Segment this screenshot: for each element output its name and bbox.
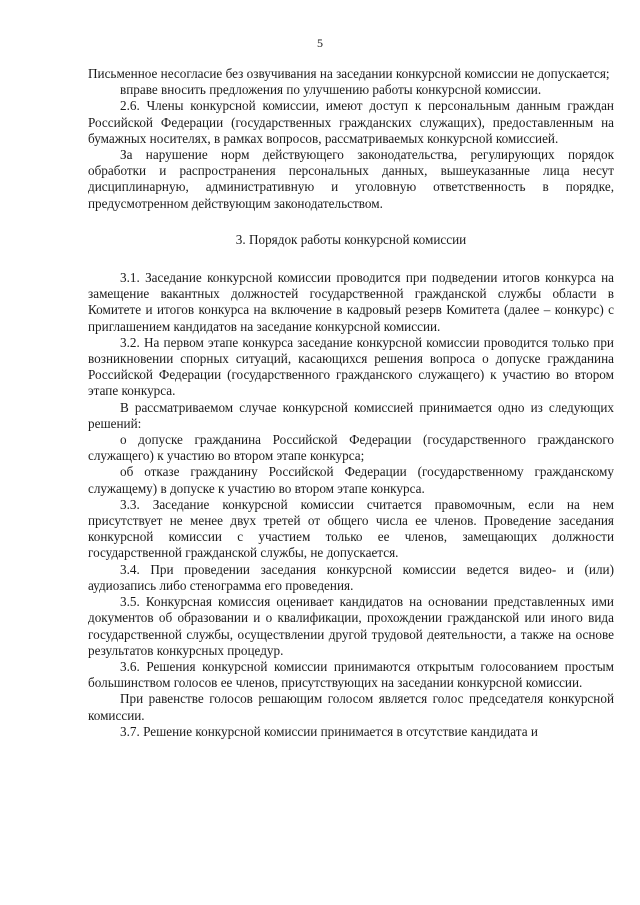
- paragraph: 3.6. Решения конкурсной комиссии принимаются открытым голосованием простым большинством голосов ее членов, присутствующих на заседании конкурсной комиссии.: [88, 658, 614, 691]
- paragraph: 3.7. Решение конкурсной комиссии принимается в отсутствие кандидата и: [120, 723, 538, 739]
- paragraph: 3.1. Заседание конкурсной комиссии проводится при подведении итогов конкурса на замещение вакантных должностей государственной гражданской службы области в Комитете и итогов конкурса на включение в кадровый резерв Комитета (далее – конкурс) с приглашением кандидатов на заседание конкурсной комиссии.: [88, 270, 614, 334]
- page-number: 5: [317, 36, 323, 50]
- paragraph: В рассматриваемом случае конкурсной комиссией принимается одно из следующих решений:: [88, 399, 614, 431]
- paragraph: При равенстве голосов решающим голосом является голос председателя конкурсной комиссии.: [88, 691, 614, 723]
- paragraph: о допуске гражданина Российской Федерации (государственного гражданского служащего) к участию во втором этапе конкурса;: [88, 432, 614, 464]
- paragraph: вправе вносить предложения по улучшению работы конкурсной комиссии.: [120, 82, 542, 98]
- paragraph: 3.5. Конкурсная комиссия оценивает кандидатов на основании представленных ими документов об образовании и о квалификации, прохождении гражданской или иного вида государственной службы, осуществлении другой трудовой деятельности, а также на основе результатов конкурсных процедур.: [88, 594, 614, 658]
- paragraph: 3.3. Заседание конкурсной комиссии считается правомочным, если на нем присутствует не менее двух третей от общего числа ее членов. Проведение заседания конкурсной комиссии с участием только ее членов, замещающих должности государственной гражданской службы, не допускается.: [88, 496, 614, 561]
- paragraph: За нарушение норм действующего законодательства, регулирующих порядок обработки и распространения персональных данных, вышеуказанные лица несут дисциплинарную, административную и уголовную ответственность в порядке, предусмотренном действующим законодательством.: [88, 147, 614, 211]
- section-heading: 3. Порядок работы конкурсной комиссии: [235, 231, 467, 247]
- document-body: [88, 66, 614, 740]
- paragraph: об отказе гражданину Российской Федерации (государственному гражданскому служащему) в допуске к участию во втором этапе конкурса.: [88, 464, 614, 496]
- paragraph: 3.4. При проведении заседания конкурсной комиссии ведется видео- и (или) аудиозапись либо стенограмма его проведения.: [88, 561, 614, 593]
- paragraph: 2.6. Члены конкурсной комиссии, имеют доступ к персональным данным граждан Российской Федерации (государственных гражданских служащих), предоставленным на бумажных носителях, в рамках вопросов, рассматриваемых конкурсной комиссией.: [88, 98, 614, 146]
- paragraph: Письменное несогласие без озвучивания на заседании конкурсной комиссии не допускается;: [88, 66, 610, 81]
- paragraph: 3.2. На первом этапе конкурса заседание конкурсной комиссии проводится только при возникновении спорных ситуаций, касающихся решения вопроса о допуске гражданина Российской Федерации (государственного гражданского служащего) к участию во втором этапе конкурса.: [88, 334, 614, 399]
